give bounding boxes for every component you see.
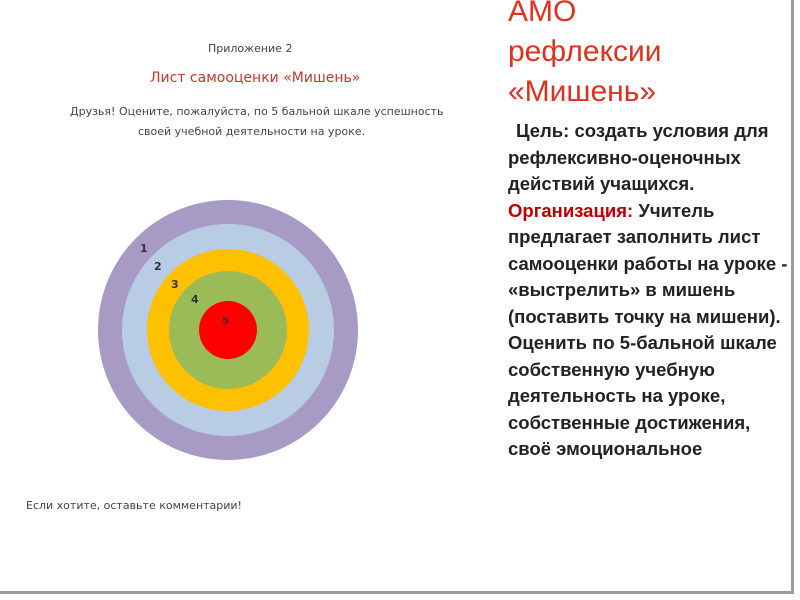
organization-text: Учитель предлагает заполнить лист самооценки работы на уроке - «выстрелить» в мишень (поставить точку на мишени). Оценить по 5-бальной шкале собственную учебную деятельность на уроке, собственные достижения, своё эмоциональное: [508, 199, 788, 459]
instruction-line-2: своей учебной деятельности на уроке.: [138, 125, 366, 138]
ring-label-3: 3: [171, 278, 179, 291]
heading-line-3: «Мишень»: [508, 75, 657, 108]
instruction-line-1: Друзья! Оцените, пожалуйста, по 5 бальной шкале успешность: [70, 105, 444, 118]
slide-body: [508, 118, 794, 463]
sheet-title: Лист самооценки «Мишень»: [150, 70, 361, 86]
slide-heading: [508, 0, 708, 112]
comment-prompt: Если хотите, оставьте комментарии!: [26, 499, 242, 512]
goal-label: Цель:: [516, 120, 570, 141]
ring-5[interactable]: [199, 301, 257, 359]
goal-text: создать условия для рефлексивно-оценочных действий учащихся.: [508, 120, 769, 194]
ring-label-2: 2: [154, 260, 162, 273]
organization-label: Организация:: [508, 199, 634, 221]
heading-line-1: АМО: [508, 0, 577, 28]
ring-label-5: 5: [222, 316, 229, 327]
ring-label-1: 1: [140, 242, 148, 255]
appendix-label: Приложение 2: [208, 42, 293, 55]
heading-line-2: рефлексии: [508, 35, 662, 68]
ring-label-4: 4: [191, 293, 199, 306]
target-diagram[interactable]: [98, 200, 358, 460]
